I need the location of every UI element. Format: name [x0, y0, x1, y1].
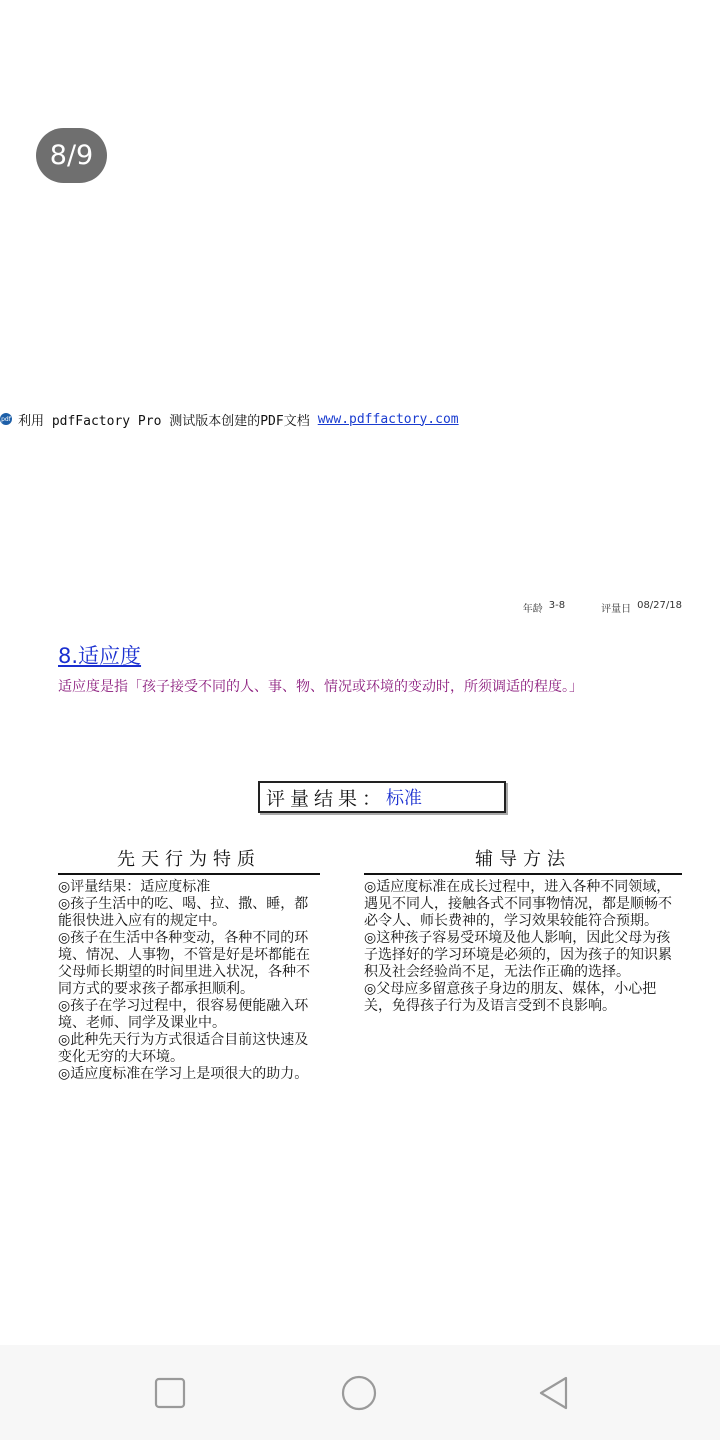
guidance-heading: 辅导方法: [364, 845, 682, 875]
innate-traits-column: [58, 845, 320, 1083]
list-item: ◎评量结果：适应度标准: [58, 879, 211, 895]
page-indicator: 8/9: [36, 128, 107, 183]
back-button[interactable]: [536, 1375, 572, 1411]
watermark-link[interactable]: www.pdffactory.com: [317, 411, 459, 427]
age-value: 3-8: [548, 600, 566, 611]
list-item: ◎孩子在学习过程中，很容易便能融入环境、老师、同学及课业中。: [58, 998, 309, 1031]
innate-traits-heading: 先天行为特质: [58, 845, 320, 875]
triangle-back-icon: [536, 1375, 572, 1411]
system-navigation-bar: [0, 1345, 720, 1440]
section-definition: 适应度是指「孩子接受不同的人、事、物、情况或环境的变动时，所须调适的程度。」: [58, 679, 583, 695]
guidance-body: [364, 879, 682, 1015]
innate-traits-body: [58, 879, 320, 1083]
list-item: ◎适应度标准在成长过程中，进入各种不同领域，遇见不同人，接触各式不同事物情况，都是顺畅不必令人、师长费神的，学习效果较能符合预期。: [364, 879, 672, 929]
date-label: 评量日: [601, 604, 632, 615]
list-item: ◎孩子在生活中各种变动，各种不同的环境、情况、人事物，不管是好是坏都能在父母师长期望的时间里进入状况，各种不同方式的要求孩子都承担顺利。: [58, 930, 310, 997]
assessment-meta: [523, 600, 682, 615]
result-label: 评量结果：: [266, 787, 387, 810]
pdffactory-logo-icon: pdf: [0, 413, 12, 425]
result-value: 标准: [386, 788, 423, 809]
home-button[interactable]: [341, 1375, 377, 1411]
circle-icon: [341, 1375, 377, 1411]
section-title[interactable]: 8.适应度: [58, 644, 142, 668]
age-label: 年龄: [522, 604, 543, 615]
square-icon: [152, 1375, 188, 1411]
result-box: [258, 781, 506, 813]
list-item: ◎适应度标准在学习上是项很大的助力。: [58, 1066, 309, 1082]
recent-apps-button[interactable]: [152, 1375, 188, 1411]
pdffactory-watermark: [0, 409, 459, 429]
date-value: 08/27/18: [637, 600, 682, 611]
list-item: ◎此种先天行为方式很适合目前这快速及变化无穷的大环境。: [58, 1032, 309, 1065]
watermark-text: 利用 pdfFactory Pro 测试版本创建的PDF文档: [18, 413, 310, 429]
list-item: ◎孩子生活中的吃、喝、拉、撒、睡，都能很快进入应有的规定中。: [58, 896, 309, 929]
list-item: ◎父母应多留意孩子身边的朋友、媒体，小心把关，免得孩子行为及语言受到不良影响。: [364, 981, 657, 1014]
list-item: ◎这种孩子容易受环境及他人影响，因此父母为孩子选择好的学习环境是必须的，因为孩子的知识累积及社会经验尚不足，无法作正确的选择。: [364, 930, 672, 980]
guidance-column: [364, 845, 682, 1015]
